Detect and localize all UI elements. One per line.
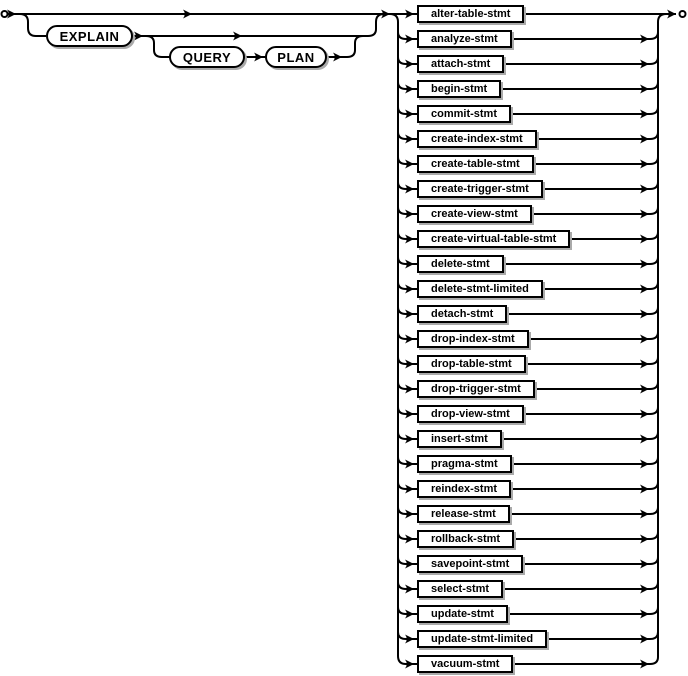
rail-line [650,32,658,39]
stmt-box-create-index-stmt[interactable]: create-index-stmt [417,130,537,148]
rail-line [650,507,658,514]
rail-line [398,482,406,489]
rail-line [650,182,658,189]
rail-line [658,14,666,22]
rail-line [650,607,658,614]
rail-line [398,507,406,514]
rail-line [650,207,658,214]
rail-line [650,532,658,539]
rail-line [650,307,658,314]
rail-line [398,607,406,614]
rail-line [398,82,406,89]
rail-line [650,482,658,489]
rail-line [650,57,658,64]
rail-line [650,132,658,139]
stmt-box-analyze-stmt[interactable]: analyze-stmt [417,30,512,48]
start-terminal-icon [2,11,8,17]
rail-line [398,57,406,64]
rail-line [650,657,658,664]
rail-line [398,307,406,314]
rail-line [398,182,406,189]
rail-line [398,432,406,439]
rail-line [398,157,406,164]
stmt-box-vacuum-stmt[interactable]: vacuum-stmt [417,655,513,673]
rail-line [398,632,406,639]
rail-line [398,107,406,114]
rail-line [650,157,658,164]
stmt-box-delete-stmt-limited[interactable]: delete-stmt-limited [417,280,543,298]
rail-line [650,332,658,339]
rail-line [398,282,406,289]
stmt-box-drop-view-stmt[interactable]: drop-view-stmt [417,405,524,423]
stmt-box-create-view-stmt[interactable]: create-view-stmt [417,205,532,223]
rail-line [398,582,406,589]
rail-line [398,32,406,39]
rail-line [398,382,406,389]
rail-line [398,257,406,264]
stmt-box-insert-stmt[interactable]: insert-stmt [417,430,502,448]
rail-line [650,582,658,589]
end-terminal-icon [680,11,686,17]
stmt-box-begin-stmt[interactable]: begin-stmt [417,80,501,98]
rail-line [368,14,384,36]
stmt-box-commit-stmt[interactable]: commit-stmt [417,105,511,123]
rail-line [650,557,658,564]
stmt-box-drop-index-stmt[interactable]: drop-index-stmt [417,330,529,348]
rail-line [650,632,658,639]
rail-line [650,457,658,464]
stmt-box-attach-stmt[interactable]: attach-stmt [417,55,504,73]
rail-line [650,407,658,414]
stmt-box-alter-table-stmt[interactable]: alter-table-stmt [417,5,524,23]
stmt-box-delete-stmt[interactable]: delete-stmt [417,255,504,273]
stmt-box-reindex-stmt[interactable]: reindex-stmt [417,480,511,498]
rail-line [398,332,406,339]
rail-line [398,207,406,214]
rail-line [398,457,406,464]
stmt-box-update-stmt[interactable]: update-stmt [417,605,508,623]
stmt-box-create-trigger-stmt[interactable]: create-trigger-stmt [417,180,543,198]
stmt-box-release-stmt[interactable]: release-stmt [417,505,510,523]
rail-line [146,36,169,57]
keyword-query: QUERY [169,46,245,68]
rail-line [398,232,406,239]
stmt-box-rollback-stmt[interactable]: rollback-stmt [417,530,514,548]
rail-line [650,82,658,89]
rail-line [650,357,658,364]
rail-line [650,107,658,114]
rail-line [650,257,658,264]
rail-line [650,232,658,239]
stmt-box-create-virtual-table-stmt[interactable]: create-virtual-table-stmt [417,230,570,248]
rail-line [398,557,406,564]
rail-line [398,357,406,364]
stmt-box-drop-table-stmt[interactable]: drop-table-stmt [417,355,526,373]
rail-line [347,36,363,57]
rail-line [20,14,46,36]
stmt-box-pragma-stmt[interactable]: pragma-stmt [417,455,512,473]
stmt-box-savepoint-stmt[interactable]: savepoint-stmt [417,555,523,573]
rail-line [650,282,658,289]
rail-line [650,432,658,439]
keyword-explain: EXPLAIN [46,25,133,47]
rail-line [398,132,406,139]
stmt-box-drop-trigger-stmt[interactable]: drop-trigger-stmt [417,380,535,398]
rail-line [650,382,658,389]
stmt-box-select-stmt[interactable]: select-stmt [417,580,503,598]
rail-line [398,532,406,539]
stmt-box-detach-stmt[interactable]: detach-stmt [417,305,507,323]
keyword-plan: PLAN [265,46,327,68]
stmt-box-create-table-stmt[interactable]: create-table-stmt [417,155,534,173]
rail-line [398,407,406,414]
stmt-box-update-stmt-limited[interactable]: update-stmt-limited [417,630,547,648]
